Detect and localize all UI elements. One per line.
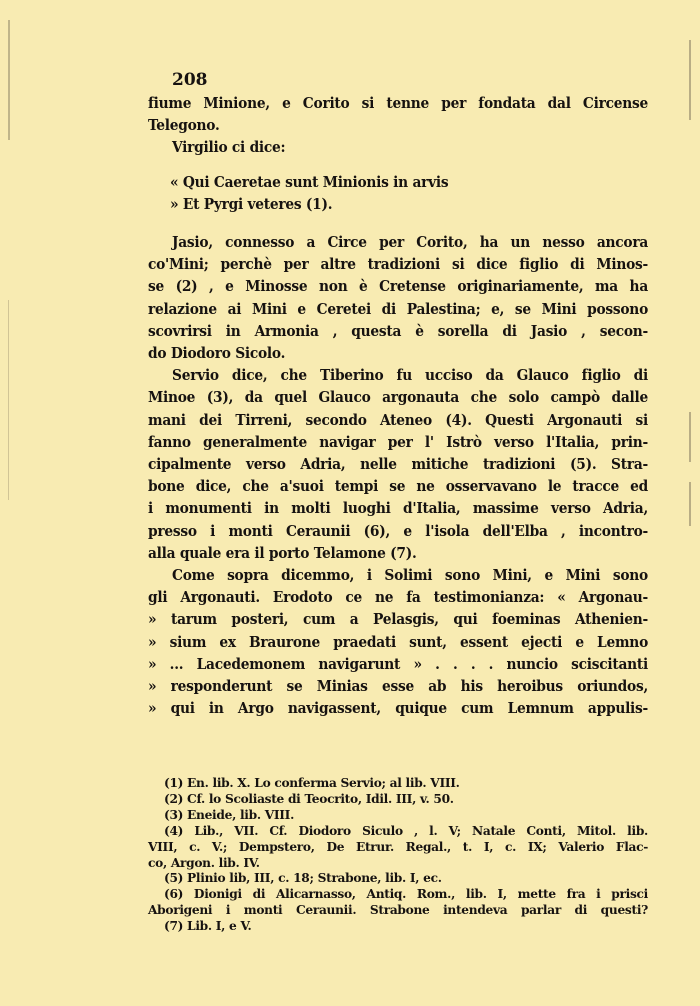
text-line: Jasio, connesso a Circe per Corito, ha un nesso ancora xyxy=(172,233,648,252)
text-line: » qui in Argo navigassent, quique cum Lemnum appulis- xyxy=(148,699,648,718)
footnotes xyxy=(148,776,648,935)
paragraph-gap xyxy=(148,215,648,231)
text-line: scovrirsi in Armonia , questa è sorella di Jasio , secon- xyxy=(148,321,648,340)
text-line: fiume Minione, e Corito si tenne per fondata dal Circense xyxy=(148,94,648,112)
main-text xyxy=(148,92,648,719)
text-line: Virgilio ci dice: xyxy=(172,138,286,157)
text-line: » tarum posteri, cum a Pelasgis, qui foeminas Athenien- xyxy=(148,610,648,629)
footnote-line: Aborigeni i monti Ceraunii. Strabone intendeva parlar di questi? xyxy=(148,903,648,918)
footnote-line: (5) Plinio lib, III, c. 18; Strabone, lib. I, ec. xyxy=(164,871,442,886)
text-line: cipalmente verso Adria, nelle mitiche tradizioni (5). Stra- xyxy=(148,455,648,474)
text-line: alla quale era il porto Telamone (7). xyxy=(148,543,417,562)
text-line: se (2) , e Minosse non è Cretense originariamente, ma ha xyxy=(148,277,648,296)
text-line: co'Mini; perchè per altre tradizioni si dice figlio di Minos- xyxy=(148,255,648,274)
text-line: » Et Pyrgi veteres (1). xyxy=(170,194,333,213)
margin-rule-left xyxy=(8,20,10,140)
footnote-line: (6) Dionigi di Alicarnasso, Antiq. Rom., lib. I, mette fra i prisci xyxy=(164,887,648,902)
text-line: bone dice, che a'suoi tempi se ne osservavano le tracce ed xyxy=(148,477,648,496)
text-line: gli Argonauti. Erodoto ce ne fa testimonianza: « Argonau- xyxy=(148,588,648,607)
text-line: « Qui Caeretae sunt Minionis in arvis xyxy=(170,172,449,191)
text-line: Come sopra dicemmo, i Solimi sono Mini, e Mini sono xyxy=(172,566,648,585)
text-line: Minoe (3), da quel Glauco argonauta che solo campò dalle xyxy=(148,388,648,407)
footnote-line: (4) Lib., VII. Cf. Diodoro Siculo , l. V; Natale Conti, Mitol. lib. xyxy=(164,823,648,838)
margin-rule-right-mid xyxy=(689,412,691,462)
text-line: i monumenti in molti luoghi d'Italia, massime verso Adria, xyxy=(148,499,648,518)
paragraph-gap xyxy=(148,159,648,171)
text-line: » responderunt se Minias esse ab his heroibus oriundos, xyxy=(148,677,648,696)
text-line: fanno generalmente navigar per l' Istrò verso l'Italia, prin- xyxy=(148,432,648,451)
text-line: presso i monti Ceraunii (6), e l'isola dell'Elba , incontro- xyxy=(148,521,648,540)
footnote-line: (7) Lib. I, e V. xyxy=(164,919,252,934)
text-line: » sium ex Braurone praedati sunt, essent ejecti e Lemno xyxy=(148,632,648,651)
margin-rule-right xyxy=(689,40,691,120)
text-line: » ... Lacedemonem navigarunt » . . . . nuncio sciscitanti xyxy=(148,654,648,673)
footnote-line: (3) Eneide, lib. VIII. xyxy=(164,807,295,822)
text-line: relazione ai Mini e Ceretei di Palestina; e, se Mini possono xyxy=(148,299,648,318)
page-number: 208 xyxy=(172,70,208,90)
page xyxy=(148,68,648,719)
footnote-line: VIII, c. V.; Dempstero, De Etrur. Regal., t. I, c. IX; Valerio Flac- xyxy=(148,839,648,854)
footnote-line: (2) Cf. lo Scoliaste di Teocrito, Idil. III, v. 50. xyxy=(164,791,454,806)
margin-rule-right-low xyxy=(689,482,691,526)
text-line: Servio dice, che Tiberino fu ucciso da Glauco figlio di xyxy=(172,366,648,385)
text-line: do Diodoro Sicolo. xyxy=(148,344,286,363)
footnote-line: (1) En. lib. X. Lo conferma Servio; al lib. VIII. xyxy=(164,776,460,790)
margin-rule-left-lower xyxy=(8,300,9,500)
text-line: mani dei Tirreni, secondo Ateneo (4). Questi Argonauti si xyxy=(148,410,648,429)
text-line: Telegono. xyxy=(148,116,220,135)
footnote-line: co, Argon. lib. IV. xyxy=(148,855,260,870)
